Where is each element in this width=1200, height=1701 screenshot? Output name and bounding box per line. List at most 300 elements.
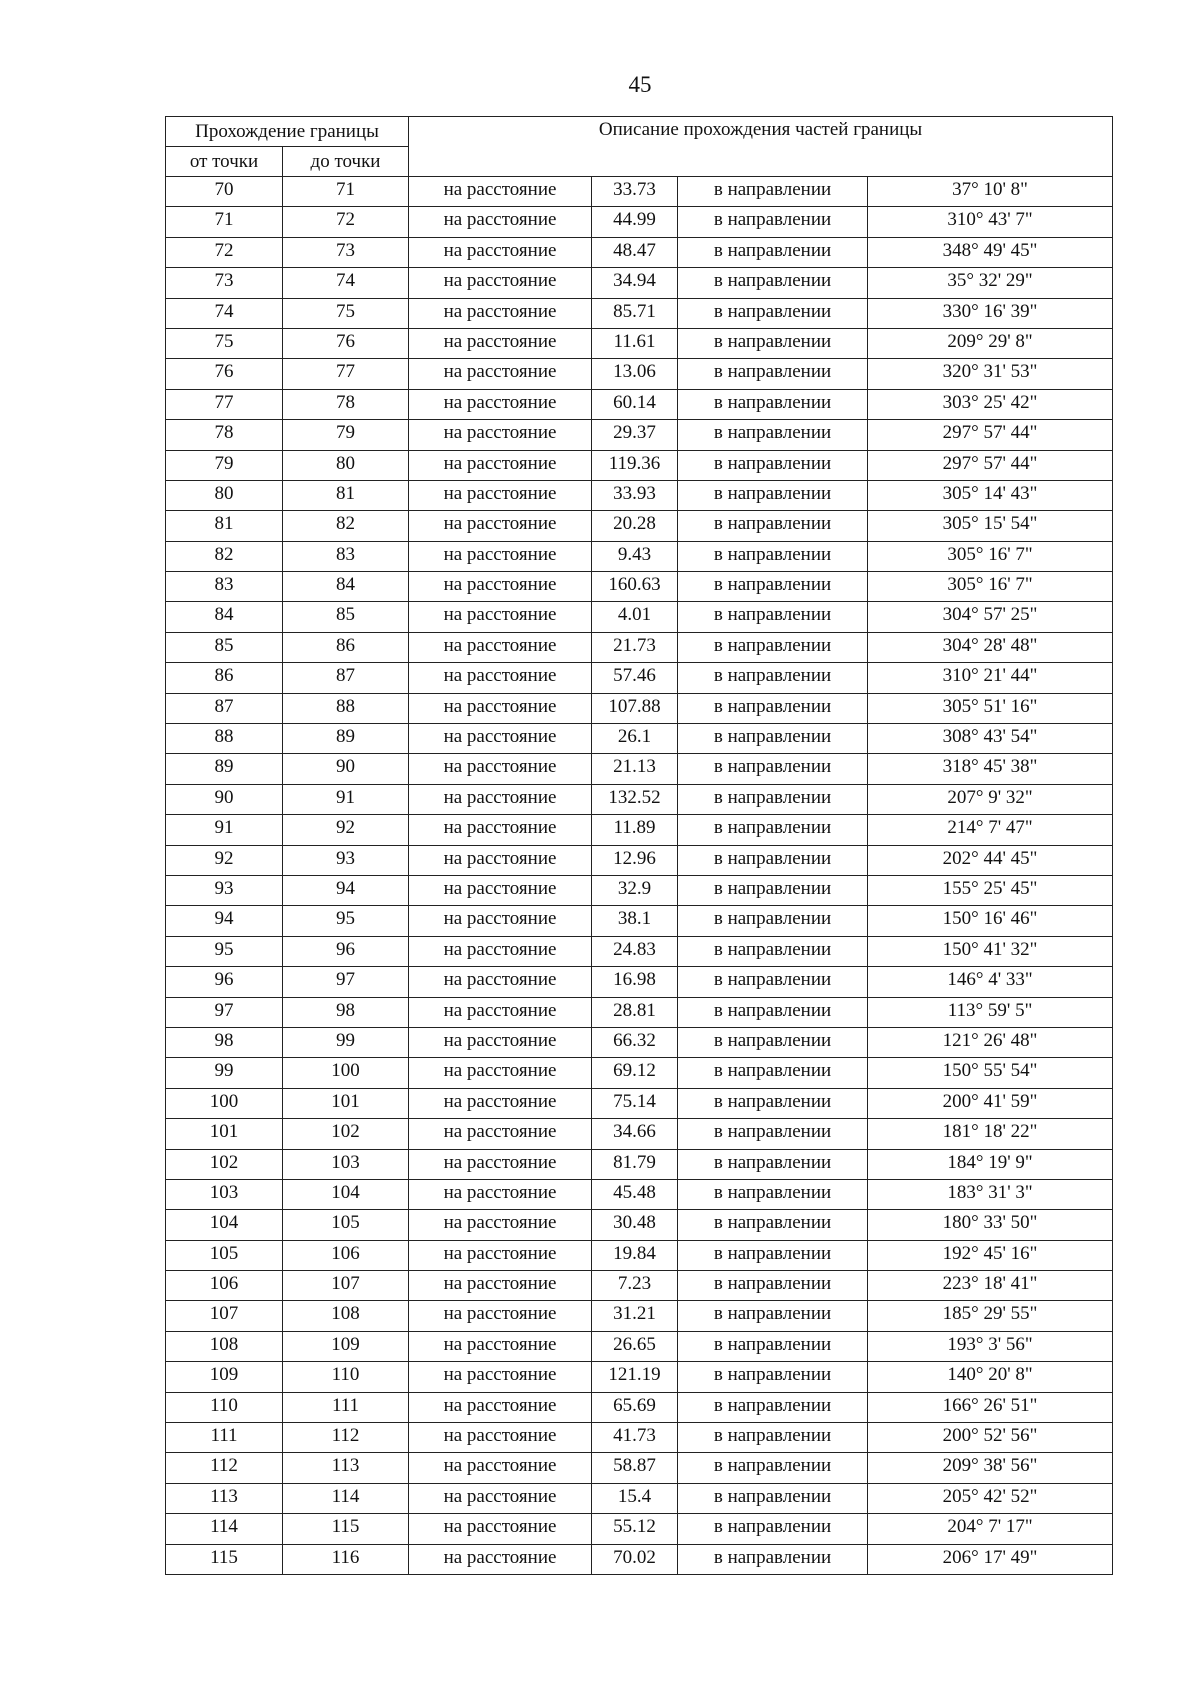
cell-distance-label: на расстояние	[409, 450, 592, 480]
table-row	[166, 1423, 1113, 1453]
page-number: 45	[628, 72, 652, 97]
cell-distance-label: на расстояние	[409, 1301, 592, 1331]
cell-direction-label: в направлении	[678, 480, 868, 510]
cell-to-point: 93	[283, 845, 409, 875]
cell-from-point: 106	[166, 1271, 283, 1301]
cell-direction: 202° 44' 45"	[868, 845, 1113, 875]
cell-distance-label: на расстояние	[409, 906, 592, 936]
cell-to-point: 83	[283, 541, 409, 571]
cell-to-point: 114	[283, 1483, 409, 1513]
cell-distance-label: на расстояние	[409, 420, 592, 450]
cell-from-point: 103	[166, 1179, 283, 1209]
cell-distance-label: на расстояние	[409, 1058, 592, 1088]
cell-to-point: 96	[283, 936, 409, 966]
cell-distance-label: на расстояние	[409, 997, 592, 1027]
cell-to-point: 103	[283, 1149, 409, 1179]
cell-distance: 21.73	[592, 632, 678, 662]
cell-direction-label: в направлении	[678, 845, 868, 875]
cell-direction-label: в направлении	[678, 693, 868, 723]
cell-to-point: 97	[283, 967, 409, 997]
cell-from-point: 87	[166, 693, 283, 723]
table-row	[166, 207, 1113, 237]
cell-distance: 55.12	[592, 1514, 678, 1544]
table-row	[166, 936, 1113, 966]
cell-from-point: 99	[166, 1058, 283, 1088]
cell-direction: 181° 18' 22"	[868, 1119, 1113, 1149]
cell-from-point: 100	[166, 1088, 283, 1118]
cell-distance-label: на расстояние	[409, 1544, 592, 1574]
cell-direction: 214° 7' 47"	[868, 815, 1113, 845]
cell-to-point: 80	[283, 450, 409, 480]
cell-distance: 34.94	[592, 268, 678, 298]
cell-distance: 34.66	[592, 1119, 678, 1149]
cell-distance-label: на расстояние	[409, 1210, 592, 1240]
cell-from-point: 101	[166, 1119, 283, 1149]
cell-direction-label: в направлении	[678, 1544, 868, 1574]
table-row	[166, 1392, 1113, 1422]
cell-to-point: 73	[283, 237, 409, 267]
cell-direction: 140° 20' 8"	[868, 1362, 1113, 1392]
table-row	[166, 1210, 1113, 1240]
cell-distance: 70.02	[592, 1544, 678, 1574]
cell-from-point: 93	[166, 875, 283, 905]
cell-distance: 31.21	[592, 1301, 678, 1331]
boundary-table	[165, 116, 1113, 1575]
cell-distance-label: на расстояние	[409, 936, 592, 966]
table-row	[166, 1149, 1113, 1179]
cell-to-point: 90	[283, 754, 409, 784]
cell-distance: 85.71	[592, 298, 678, 328]
cell-from-point: 81	[166, 511, 283, 541]
table-row	[166, 724, 1113, 754]
table-row	[166, 511, 1113, 541]
cell-distance-label: на расстояние	[409, 511, 592, 541]
cell-distance-label: на расстояние	[409, 237, 592, 267]
cell-from-point: 83	[166, 572, 283, 602]
header-to-point: до точки	[283, 147, 409, 177]
cell-direction: 150° 55' 54"	[868, 1058, 1113, 1088]
cell-from-point: 73	[166, 268, 283, 298]
cell-from-point: 74	[166, 298, 283, 328]
cell-distance: 69.12	[592, 1058, 678, 1088]
cell-direction-label: в направлении	[678, 1483, 868, 1513]
cell-distance-label: на расстояние	[409, 1179, 592, 1209]
cell-direction: 150° 41' 32"	[868, 936, 1113, 966]
cell-distance-label: на расстояние	[409, 1392, 592, 1422]
cell-distance: 30.48	[592, 1210, 678, 1240]
cell-to-point: 82	[283, 511, 409, 541]
cell-from-point: 109	[166, 1362, 283, 1392]
cell-from-point: 108	[166, 1331, 283, 1361]
cell-from-point: 105	[166, 1240, 283, 1270]
cell-direction: 200° 41' 59"	[868, 1088, 1113, 1118]
cell-direction-label: в направлении	[678, 511, 868, 541]
cell-distance-label: на расстояние	[409, 1119, 592, 1149]
table-row	[166, 1271, 1113, 1301]
table-row	[166, 1331, 1113, 1361]
cell-direction: 35° 32' 29"	[868, 268, 1113, 298]
cell-from-point: 76	[166, 359, 283, 389]
header-from-point: от точки	[166, 147, 283, 177]
cell-direction: 320° 31' 53"	[868, 359, 1113, 389]
table-row	[166, 1301, 1113, 1331]
cell-distance: 24.83	[592, 936, 678, 966]
cell-distance: 75.14	[592, 1088, 678, 1118]
cell-from-point: 114	[166, 1514, 283, 1544]
cell-distance-label: на расстояние	[409, 1149, 592, 1179]
cell-to-point: 108	[283, 1301, 409, 1331]
cell-direction: 200° 52' 56"	[868, 1423, 1113, 1453]
cell-direction-label: в направлении	[678, 572, 868, 602]
cell-direction-label: в направлении	[678, 1240, 868, 1270]
cell-direction: 209° 29' 8"	[868, 328, 1113, 358]
cell-distance: 20.28	[592, 511, 678, 541]
cell-from-point: 97	[166, 997, 283, 1027]
table-row	[166, 663, 1113, 693]
cell-distance: 38.1	[592, 906, 678, 936]
cell-direction-label: в направлении	[678, 177, 868, 207]
cell-from-point: 71	[166, 207, 283, 237]
cell-direction-label: в направлении	[678, 1088, 868, 1118]
cell-from-point: 102	[166, 1149, 283, 1179]
cell-direction: 297° 57' 44"	[868, 450, 1113, 480]
cell-distance: 21.13	[592, 754, 678, 784]
cell-distance-label: на расстояние	[409, 1514, 592, 1544]
table-row	[166, 1027, 1113, 1057]
cell-from-point: 86	[166, 663, 283, 693]
cell-from-point: 98	[166, 1027, 283, 1057]
cell-distance-label: на расстояние	[409, 207, 592, 237]
cell-distance: 28.81	[592, 997, 678, 1027]
cell-to-point: 116	[283, 1544, 409, 1574]
cell-direction: 193° 3' 56"	[868, 1331, 1113, 1361]
cell-direction-label: в направлении	[678, 1453, 868, 1483]
cell-direction: 209° 38' 56"	[868, 1453, 1113, 1483]
cell-distance: 65.69	[592, 1392, 678, 1422]
cell-distance-label: на расстояние	[409, 815, 592, 845]
table-row	[166, 875, 1113, 905]
cell-distance: 32.9	[592, 875, 678, 905]
cell-to-point: 79	[283, 420, 409, 450]
cell-distance-label: на расстояние	[409, 845, 592, 875]
cell-to-point: 105	[283, 1210, 409, 1240]
cell-direction-label: в направлении	[678, 1119, 868, 1149]
cell-direction-label: в направлении	[678, 420, 868, 450]
cell-from-point: 111	[166, 1423, 283, 1453]
table-row	[166, 420, 1113, 450]
cell-direction: 205° 42' 52"	[868, 1483, 1113, 1513]
table-row	[166, 541, 1113, 571]
table-row	[166, 572, 1113, 602]
cell-direction: 304° 57' 25"	[868, 602, 1113, 632]
cell-direction-label: в направлении	[678, 359, 868, 389]
cell-from-point: 80	[166, 480, 283, 510]
cell-distance-label: на расстояние	[409, 663, 592, 693]
cell-to-point: 104	[283, 1179, 409, 1209]
cell-to-point: 101	[283, 1088, 409, 1118]
cell-distance-label: на расстояние	[409, 967, 592, 997]
table-row	[166, 450, 1113, 480]
cell-direction: 185° 29' 55"	[868, 1301, 1113, 1331]
cell-direction: 297° 57' 44"	[868, 420, 1113, 450]
table-row	[166, 967, 1113, 997]
cell-distance-label: на расстояние	[409, 480, 592, 510]
cell-to-point: 106	[283, 1240, 409, 1270]
cell-distance: 57.46	[592, 663, 678, 693]
cell-to-point: 94	[283, 875, 409, 905]
cell-direction: 37° 10' 8"	[868, 177, 1113, 207]
cell-to-point: 76	[283, 328, 409, 358]
table-row	[166, 1483, 1113, 1513]
table-row	[166, 845, 1113, 875]
cell-direction: 183° 31' 3"	[868, 1179, 1113, 1209]
cell-distance: 12.96	[592, 845, 678, 875]
cell-direction: 113° 59' 5"	[868, 997, 1113, 1027]
cell-distance-label: на расстояние	[409, 1240, 592, 1270]
table-row	[166, 997, 1113, 1027]
cell-direction: 166° 26' 51"	[868, 1392, 1113, 1422]
cell-distance-label: на расстояние	[409, 1331, 592, 1361]
table-row	[166, 693, 1113, 723]
cell-direction: 121° 26' 48"	[868, 1027, 1113, 1057]
cell-direction-label: в направлении	[678, 906, 868, 936]
cell-to-point: 109	[283, 1331, 409, 1361]
table-row	[166, 1240, 1113, 1270]
cell-from-point: 113	[166, 1483, 283, 1513]
cell-direction: 310° 43' 7"	[868, 207, 1113, 237]
cell-distance: 29.37	[592, 420, 678, 450]
table-row	[166, 815, 1113, 845]
table-row	[166, 1119, 1113, 1149]
table-row	[166, 1514, 1113, 1544]
table-row	[166, 754, 1113, 784]
cell-to-point: 87	[283, 663, 409, 693]
cell-to-point: 86	[283, 632, 409, 662]
table-row	[166, 1544, 1113, 1574]
cell-to-point: 110	[283, 1362, 409, 1392]
cell-direction-label: в направлении	[678, 754, 868, 784]
cell-direction-label: в направлении	[678, 1027, 868, 1057]
cell-distance: 11.89	[592, 815, 678, 845]
cell-direction-label: в направлении	[678, 328, 868, 358]
cell-direction-label: в направлении	[678, 237, 868, 267]
table-row	[166, 177, 1113, 207]
table-row	[166, 906, 1113, 936]
table-row	[166, 389, 1113, 419]
cell-direction: 206° 17' 49"	[868, 1544, 1113, 1574]
table-row	[166, 1088, 1113, 1118]
cell-to-point: 72	[283, 207, 409, 237]
cell-distance: 33.93	[592, 480, 678, 510]
cell-distance: 15.4	[592, 1483, 678, 1513]
cell-distance: 41.73	[592, 1423, 678, 1453]
cell-direction-label: в направлении	[678, 602, 868, 632]
cell-direction-label: в направлении	[678, 724, 868, 754]
table-row	[166, 237, 1113, 267]
cell-direction: 305° 51' 16"	[868, 693, 1113, 723]
boundary-table-body	[166, 117, 1113, 1575]
cell-direction-label: в направлении	[678, 389, 868, 419]
cell-direction: 348° 49' 45"	[868, 237, 1113, 267]
cell-from-point: 96	[166, 967, 283, 997]
cell-distance: 26.1	[592, 724, 678, 754]
cell-distance: 58.87	[592, 1453, 678, 1483]
cell-distance-label: на расстояние	[409, 1453, 592, 1483]
cell-to-point: 95	[283, 906, 409, 936]
cell-distance-label: на расстояние	[409, 784, 592, 814]
cell-direction-label: в направлении	[678, 1331, 868, 1361]
cell-to-point: 85	[283, 602, 409, 632]
cell-distance-label: на расстояние	[409, 724, 592, 754]
cell-direction: 310° 21' 44"	[868, 663, 1113, 693]
cell-distance-label: на расстояние	[409, 602, 592, 632]
cell-direction: 192° 45' 16"	[868, 1240, 1113, 1270]
cell-direction: 304° 28' 48"	[868, 632, 1113, 662]
cell-direction-label: в направлении	[678, 1149, 868, 1179]
cell-distance: 16.98	[592, 967, 678, 997]
cell-direction: 305° 16' 7"	[868, 572, 1113, 602]
cell-from-point: 78	[166, 420, 283, 450]
cell-distance-label: на расстояние	[409, 541, 592, 571]
cell-distance: 13.06	[592, 359, 678, 389]
cell-direction: 308° 43' 54"	[868, 724, 1113, 754]
cell-to-point: 75	[283, 298, 409, 328]
cell-to-point: 111	[283, 1392, 409, 1422]
cell-to-point: 92	[283, 815, 409, 845]
cell-direction: 223° 18' 41"	[868, 1271, 1113, 1301]
cell-from-point: 115	[166, 1544, 283, 1574]
cell-distance: 4.01	[592, 602, 678, 632]
cell-direction-label: в направлении	[678, 1058, 868, 1088]
cell-distance-label: на расстояние	[409, 1027, 592, 1057]
cell-direction-label: в направлении	[678, 298, 868, 328]
cell-distance: 160.63	[592, 572, 678, 602]
cell-direction: 330° 16' 39"	[868, 298, 1113, 328]
cell-to-point: 74	[283, 268, 409, 298]
table-row	[166, 480, 1113, 510]
header-description: Описание прохождения частей границы	[409, 117, 1113, 177]
cell-distance-label: на расстояние	[409, 1271, 592, 1301]
cell-distance: 11.61	[592, 328, 678, 358]
cell-distance-label: на расстояние	[409, 875, 592, 905]
cell-direction-label: в направлении	[678, 541, 868, 571]
cell-from-point: 110	[166, 1392, 283, 1422]
cell-direction: 155° 25' 45"	[868, 875, 1113, 905]
cell-distance: 60.14	[592, 389, 678, 419]
cell-distance: 66.32	[592, 1027, 678, 1057]
cell-from-point: 79	[166, 450, 283, 480]
cell-direction-label: в направлении	[678, 450, 868, 480]
cell-distance: 107.88	[592, 693, 678, 723]
cell-to-point: 91	[283, 784, 409, 814]
cell-direction-label: в направлении	[678, 1210, 868, 1240]
cell-distance: 33.73	[592, 177, 678, 207]
cell-distance-label: на расстояние	[409, 328, 592, 358]
cell-from-point: 89	[166, 754, 283, 784]
header-passage: Прохождение границы	[166, 117, 409, 147]
cell-to-point: 71	[283, 177, 409, 207]
cell-from-point: 94	[166, 906, 283, 936]
cell-distance-label: на расстояние	[409, 1088, 592, 1118]
table-row	[166, 328, 1113, 358]
cell-to-point: 89	[283, 724, 409, 754]
cell-to-point: 98	[283, 997, 409, 1027]
cell-distance: 7.23	[592, 1271, 678, 1301]
cell-from-point: 95	[166, 936, 283, 966]
cell-direction-label: в направлении	[678, 1423, 868, 1453]
cell-from-point: 88	[166, 724, 283, 754]
table-row	[166, 359, 1113, 389]
cell-from-point: 77	[166, 389, 283, 419]
cell-direction-label: в направлении	[678, 875, 868, 905]
table-row	[166, 1362, 1113, 1392]
cell-to-point: 88	[283, 693, 409, 723]
cell-direction: 184° 19' 9"	[868, 1149, 1113, 1179]
cell-to-point: 112	[283, 1423, 409, 1453]
cell-distance-label: на расстояние	[409, 572, 592, 602]
cell-direction-label: в направлении	[678, 1392, 868, 1422]
cell-distance: 121.19	[592, 1362, 678, 1392]
cell-to-point: 99	[283, 1027, 409, 1057]
table-row	[166, 268, 1113, 298]
cell-distance: 119.36	[592, 450, 678, 480]
cell-direction-label: в направлении	[678, 268, 868, 298]
table-row	[166, 1453, 1113, 1483]
cell-direction: 318° 45' 38"	[868, 754, 1113, 784]
cell-direction-label: в направлении	[678, 632, 868, 662]
cell-from-point: 112	[166, 1453, 283, 1483]
cell-direction-label: в направлении	[678, 1514, 868, 1544]
cell-to-point: 100	[283, 1058, 409, 1088]
cell-distance: 81.79	[592, 1149, 678, 1179]
cell-distance-label: на расстояние	[409, 754, 592, 784]
cell-direction: 303° 25' 42"	[868, 389, 1113, 419]
cell-to-point: 115	[283, 1514, 409, 1544]
cell-to-point: 107	[283, 1271, 409, 1301]
cell-from-point: 72	[166, 237, 283, 267]
cell-distance-label: на расстояние	[409, 1423, 592, 1453]
cell-from-point: 104	[166, 1210, 283, 1240]
header-row-1	[166, 117, 1113, 147]
cell-direction-label: в направлении	[678, 663, 868, 693]
cell-direction: 305° 14' 43"	[868, 480, 1113, 510]
cell-distance-label: на расстояние	[409, 693, 592, 723]
cell-direction-label: в направлении	[678, 207, 868, 237]
cell-direction: 207° 9' 32"	[868, 784, 1113, 814]
table-row	[166, 632, 1113, 662]
cell-to-point: 77	[283, 359, 409, 389]
cell-distance: 44.99	[592, 207, 678, 237]
cell-distance-label: на расстояние	[409, 268, 592, 298]
table-row	[166, 602, 1113, 632]
cell-direction: 146° 4' 33"	[868, 967, 1113, 997]
cell-to-point: 84	[283, 572, 409, 602]
cell-direction: 150° 16' 46"	[868, 906, 1113, 936]
cell-distance-label: на расстояние	[409, 1362, 592, 1392]
cell-distance-label: на расстояние	[409, 359, 592, 389]
cell-direction: 180° 33' 50"	[868, 1210, 1113, 1240]
cell-distance: 19.84	[592, 1240, 678, 1270]
cell-direction-label: в направлении	[678, 967, 868, 997]
cell-distance: 132.52	[592, 784, 678, 814]
cell-to-point: 78	[283, 389, 409, 419]
cell-distance: 9.43	[592, 541, 678, 571]
cell-direction-label: в направлении	[678, 1301, 868, 1331]
table-row	[166, 1179, 1113, 1209]
cell-direction-label: в направлении	[678, 815, 868, 845]
cell-direction-label: в направлении	[678, 1362, 868, 1392]
cell-from-point: 75	[166, 328, 283, 358]
